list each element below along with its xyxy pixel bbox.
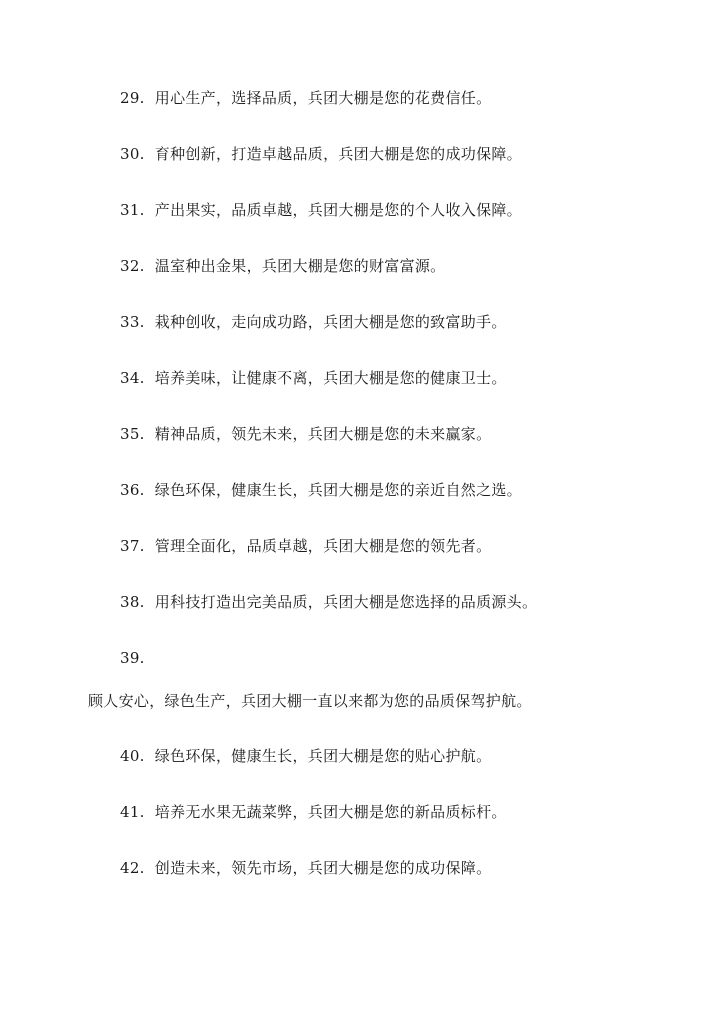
item-number: 36.: [120, 481, 145, 499]
item-number: 30.: [120, 145, 145, 163]
list-item: [120, 424, 491, 444]
list-item: [120, 592, 537, 612]
item-number: 34.: [120, 369, 145, 387]
list-item: [120, 144, 522, 164]
item-text: 用心生产，选择品质，兵团大棚是您的花费信任。: [154, 89, 492, 107]
list-item: [120, 802, 507, 822]
item-number: 40.: [120, 747, 145, 765]
list-item-continuation: 顾人安心，绿色生产，兵团大棚一直以来都为您的品质保驾护航。: [88, 692, 532, 710]
list-item: [120, 648, 155, 668]
item-text: 温室种出金果，兵团大棚是您的财富富源。: [154, 257, 446, 275]
item-text: 产出果实，品质卓越，兵团大棚是您的个人收入保障。: [154, 201, 522, 219]
list-item: [120, 312, 507, 332]
list-item: [120, 480, 522, 500]
item-number: 42.: [120, 859, 145, 877]
item-text: 培养无水果无蔬菜弊，兵团大棚是您的新品质标杆。: [154, 803, 507, 821]
item-text: 栽种创收，走向成功路，兵团大棚是您的致富助手。: [154, 313, 507, 331]
item-number: 32.: [120, 257, 145, 275]
item-text: 绿色环保，健康生长，兵团大棚是您的亲近自然之选。: [154, 481, 522, 499]
list-item: [120, 200, 522, 220]
item-number: 31.: [120, 201, 145, 219]
item-text: 管理全面化，品质卓越，兵团大棚是您的领先者。: [154, 537, 492, 555]
item-text: 绿色环保，健康生长，兵团大棚是您的贴心护航。: [154, 747, 492, 765]
list-item: [120, 368, 507, 388]
list-item: [120, 746, 491, 766]
item-number: 38.: [120, 593, 145, 611]
item-text: 精神品质，领先未来，兵团大棚是您的未来赢家。: [154, 425, 492, 443]
item-number: 33.: [120, 313, 145, 331]
item-text: 用科技打造出完美品质，兵团大棚是您选择的品质源头。: [154, 593, 538, 611]
item-number: 37.: [120, 537, 145, 555]
list-item: [120, 256, 445, 276]
item-number: 35.: [120, 425, 145, 443]
list-item: [120, 536, 491, 556]
list-item: [120, 858, 491, 878]
item-text: 创造未来，领先市场，兵团大棚是您的成功保障。: [154, 859, 492, 877]
item-number: 39.: [120, 649, 145, 667]
item-number: 41.: [120, 803, 145, 821]
list-item: [120, 88, 491, 108]
item-text: 培养美味，让健康不离，兵团大棚是您的健康卫士。: [154, 369, 507, 387]
item-text: 育种创新，打造卓越品质，兵团大棚是您的成功保障。: [154, 145, 522, 163]
item-number: 29.: [120, 89, 145, 107]
